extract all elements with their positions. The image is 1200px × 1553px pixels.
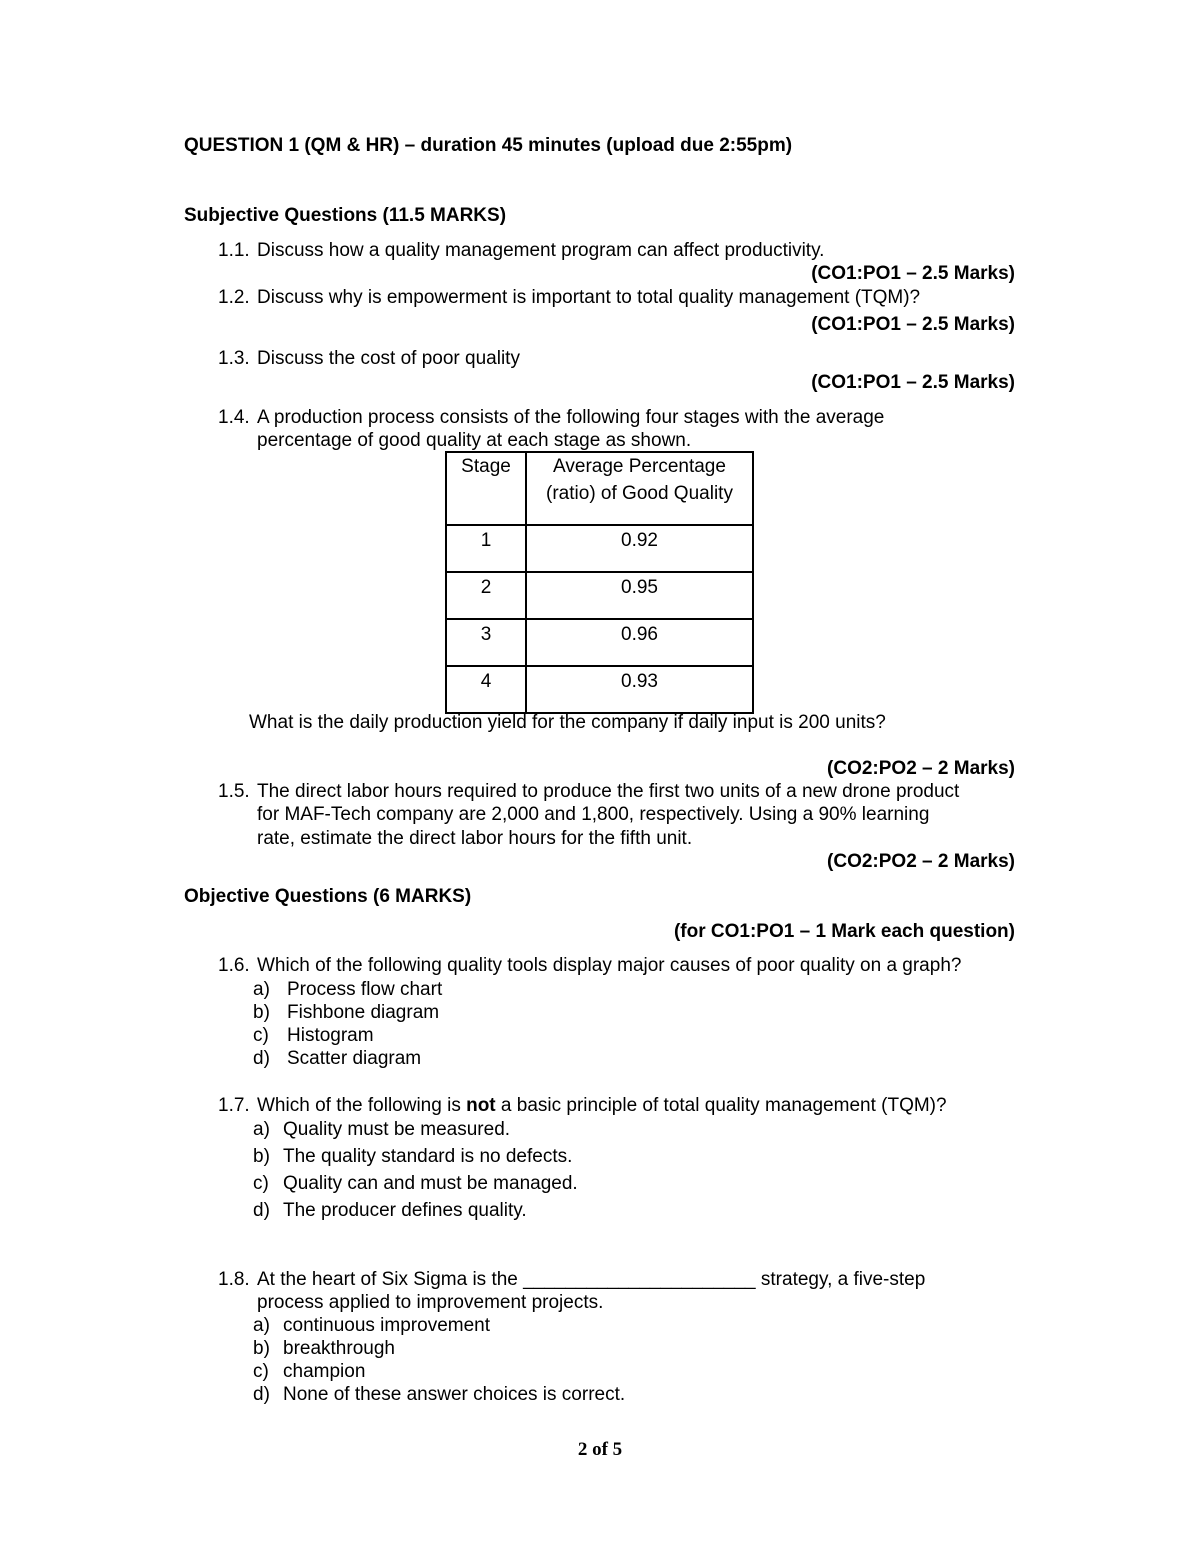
header-stage: Stage bbox=[446, 452, 526, 525]
option-text: Quality can and must be managed. bbox=[283, 1173, 578, 1194]
question-text-part: Which of the following is bbox=[257, 1095, 467, 1116]
question-number: 1.8. bbox=[218, 1269, 250, 1290]
option-text: The quality standard is no defects. bbox=[283, 1146, 573, 1167]
option-text: Quality must be measured. bbox=[283, 1119, 511, 1140]
question-text-line: A production process consists of the following four stages with the average bbox=[257, 407, 885, 428]
option-letter: a) bbox=[253, 1315, 270, 1336]
question-text-line bbox=[257, 1268, 925, 1291]
header-average-percentage bbox=[526, 452, 753, 525]
question-text-line: The direct labor hours required to produce the first two units of a new drone product bbox=[257, 781, 960, 802]
question-text-part: a basic principle of total quality management (TQM)? bbox=[495, 1095, 947, 1116]
question-text: Discuss the cost of poor quality bbox=[257, 348, 520, 369]
header-line: Average Percentage bbox=[553, 456, 726, 477]
question-text-line: rate, estimate the direct labor hours for the fifth unit. bbox=[257, 828, 693, 849]
option-letter: a) bbox=[253, 1119, 270, 1140]
option-letter: d) bbox=[253, 1048, 270, 1069]
question-followup: What is the daily production yield for the company if daily input is 200 units? bbox=[249, 712, 886, 733]
question-number: 1.6. bbox=[218, 955, 250, 976]
value-cell: 0.92 bbox=[526, 525, 753, 572]
stage-cell: 4 bbox=[446, 666, 526, 713]
question-number: 1.3. bbox=[218, 348, 250, 369]
question-marks: (CO1:PO1 – 2.5 Marks) bbox=[811, 372, 1015, 393]
table-row bbox=[446, 619, 753, 666]
table-row bbox=[446, 525, 753, 572]
option-text: Fishbone diagram bbox=[287, 1002, 440, 1023]
table-row bbox=[446, 666, 753, 713]
option-text: The producer defines quality. bbox=[283, 1200, 527, 1221]
question-marks: (CO1:PO1 – 2.5 Marks) bbox=[811, 314, 1015, 335]
question-marks: (CO2:PO2 – 2 Marks) bbox=[827, 758, 1015, 779]
value-cell: 0.96 bbox=[526, 619, 753, 666]
option-letter: b) bbox=[253, 1146, 270, 1167]
subjective-section-title: Subjective Questions (11.5 MARKS) bbox=[184, 205, 507, 226]
question-text-part: strategy, a five-step bbox=[755, 1269, 926, 1290]
option-letter: d) bbox=[253, 1200, 270, 1221]
option-letter: c) bbox=[253, 1025, 269, 1046]
question-number: 1.1. bbox=[218, 240, 250, 261]
value-cell: 0.93 bbox=[526, 666, 753, 713]
table-header-row bbox=[446, 452, 753, 525]
question-text: Discuss how a quality management program can affect productivity. bbox=[257, 240, 825, 261]
question-number: 1.4. bbox=[218, 407, 250, 428]
question-text-emphasis: not bbox=[466, 1095, 496, 1116]
option-text: breakthrough bbox=[283, 1338, 395, 1359]
page-heading: QUESTION 1 (QM & HR) – duration 45 minutes (upload due 2:55pm) bbox=[184, 135, 793, 156]
stage-cell: 2 bbox=[446, 572, 526, 619]
question-text bbox=[257, 1094, 947, 1117]
option-letter: b) bbox=[253, 1002, 270, 1023]
option-letter: c) bbox=[253, 1361, 269, 1382]
option-text: Histogram bbox=[287, 1025, 374, 1046]
question-text-line: process applied to improvement projects. bbox=[257, 1292, 604, 1313]
question-marks: (CO2:PO2 – 2 Marks) bbox=[827, 851, 1015, 872]
question-text-line: for MAF-Tech company are 2,000 and 1,800, respectively. Using a 90% learning bbox=[257, 804, 930, 825]
option-text: champion bbox=[283, 1361, 366, 1382]
question-text: Discuss why is empowerment is important to total quality management (TQM)? bbox=[257, 287, 921, 308]
objective-section-title: Objective Questions (6 MARKS) bbox=[184, 886, 472, 907]
option-text: Process flow chart bbox=[287, 979, 443, 1000]
stage-cell: 3 bbox=[446, 619, 526, 666]
header-line: (ratio) of Good Quality bbox=[546, 483, 733, 504]
question-number: 1.7. bbox=[218, 1095, 250, 1116]
question-text-line: percentage of good quality at each stage as shown. bbox=[257, 430, 692, 451]
answer-blank: ______________________ bbox=[523, 1269, 756, 1290]
option-letter: a) bbox=[253, 979, 270, 1000]
stage-quality-table bbox=[445, 451, 754, 714]
stage-cell: 1 bbox=[446, 525, 526, 572]
question-marks: (CO1:PO1 – 2.5 Marks) bbox=[811, 263, 1015, 284]
option-letter: b) bbox=[253, 1338, 270, 1359]
option-letter: d) bbox=[253, 1384, 270, 1405]
value-cell: 0.95 bbox=[526, 572, 753, 619]
table-row bbox=[446, 572, 753, 619]
option-text: Scatter diagram bbox=[287, 1048, 422, 1069]
option-text: None of these answer choices is correct. bbox=[283, 1384, 626, 1405]
question-text-part: At the heart of Six Sigma is the bbox=[257, 1269, 524, 1290]
option-text: continuous improvement bbox=[283, 1315, 490, 1336]
objective-marks-note: (for CO1:PO1 – 1 Mark each question) bbox=[673, 921, 1015, 942]
question-number: 1.2. bbox=[218, 287, 250, 308]
question-number: 1.5. bbox=[218, 781, 250, 802]
page-number: 2 of 5 bbox=[577, 1439, 623, 1460]
question-text: Which of the following quality tools display major causes of poor quality on a graph? bbox=[257, 955, 962, 976]
option-letter: c) bbox=[253, 1173, 269, 1194]
